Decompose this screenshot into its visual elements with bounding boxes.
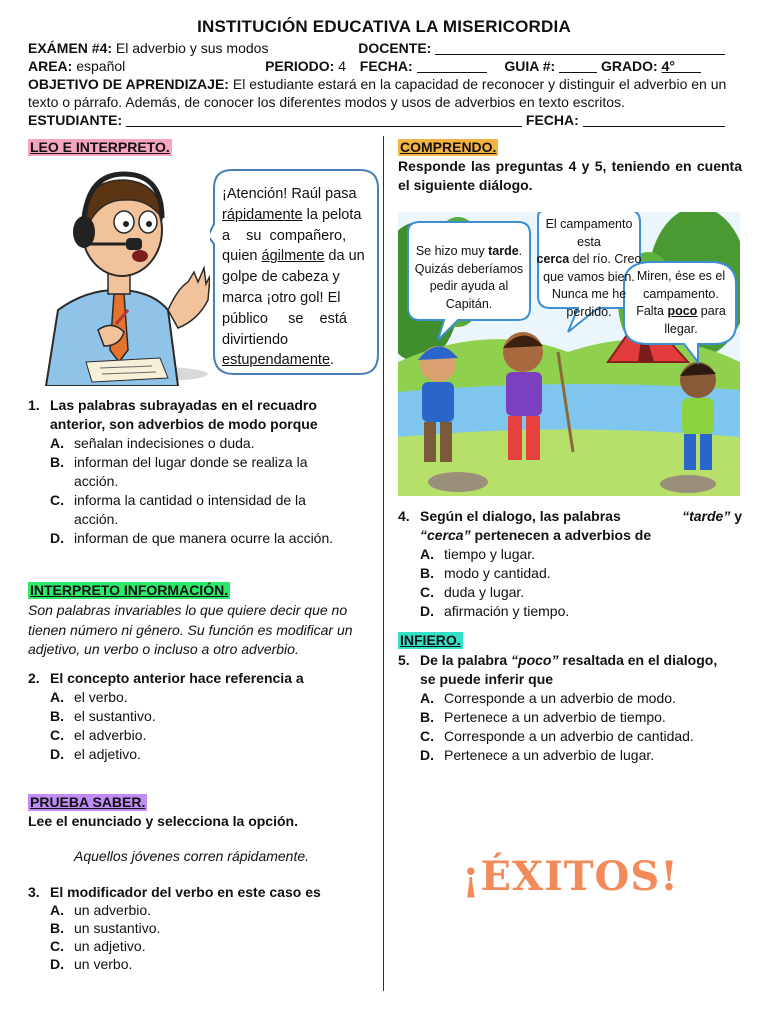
q5-l1a: De la palabra [420,652,512,668]
option-letter: B. [50,454,64,470]
question-5-line-2: se puede inferir que [420,671,554,687]
exam-value: El adverbio y sus modos [115,40,269,56]
question-4-line-2 [398,526,742,545]
option-letter: D. [420,603,434,619]
question-number: 5. [398,652,410,668]
area-label: AREA: [28,58,73,74]
answer-option[interactable] [420,746,740,765]
fecha2-blank[interactable] [583,113,725,127]
grado-value: 4° [661,58,675,74]
option-text: el adjetivo. [74,746,141,762]
bubble-1-line-3: pedir ayuda al [429,279,509,293]
question-text: El modificador del verbo en este caso es [50,884,321,900]
option-letter: D. [420,747,434,763]
kid-bubble-3 [626,268,736,338]
option-text: modo y cantidad. [444,565,551,581]
question-2-options [50,688,350,764]
q4-word-tarde: “tarde” [682,508,731,524]
option-letter: B. [420,709,434,725]
option-text: el adverbio. [74,727,147,743]
option-text: el verbo. [74,689,128,705]
highlighted-word-poco: poco [667,304,698,318]
option-letter: C. [50,727,64,743]
guia-blank[interactable] [559,59,597,73]
q5-l1c: resaltada en el dialogo, [558,652,718,668]
bubble-2-line-3: que vamos bien. [543,269,635,284]
fecha-blank[interactable] [417,59,487,73]
docente-blank[interactable] [435,41,725,55]
option-letter: A. [50,435,64,451]
b2-l2b: del río. Creo [569,252,642,266]
bubble1-line-2b: la pelota [302,206,362,223]
bubble-2-line-4: Nunca me he [551,287,627,301]
question-1-options [50,434,350,548]
answer-option[interactable] [420,564,730,583]
question-3-options [50,901,350,973]
option-letter: A. [420,546,434,562]
header-line-student [28,111,742,129]
answer-option[interactable] [50,688,350,707]
option-text: un adjetivo. [74,938,146,954]
question-4-text-1 [420,507,742,526]
option-text: Corresponde a un adverbio de modo. [444,690,676,706]
question-5 [398,651,742,689]
option-letter: A. [50,689,64,705]
section-prueba-saber: PRUEBA SABER. [30,794,146,810]
option-letter: B. [420,565,434,581]
answer-option[interactable] [420,583,730,602]
column-divider [383,136,384,991]
option-text: tiempo y lugar. [444,546,536,562]
q4-word-cerca: “cerca” [420,527,471,543]
bubble-3-line-3 [626,303,736,321]
question-4-options [420,545,730,621]
question-number: 4. [398,508,410,524]
bubble-2-line-5: perdido. [566,304,612,319]
option-text: un verbo. [74,956,133,972]
bubble-1-line-4: Capitán. [445,296,493,311]
highlighted-word-tarde: tarde [488,244,519,258]
option-letter: A. [50,902,64,918]
option-letter: C. [50,938,64,954]
student-label: ESTUDIANTE: [28,112,123,128]
option-letter: C. [420,728,434,744]
q4-l2b: pertenecen a adverbios de [470,527,652,543]
question-3 [28,883,370,902]
underlined-word-agilmente: ágilmente [261,248,325,265]
guia-label: GUIA #: [504,58,556,74]
option-text: el sustantivo. [74,708,156,724]
bubble-3-line-1: Miren, ése es el [636,269,726,283]
bubble-3-line-2: campamento. [643,286,719,301]
bubble1-line-6: marca ¡otro gol! El [222,289,341,306]
answer-option[interactable] [50,919,350,937]
objective-label: OBJETIVO DE APRENDIZAJE: [28,76,229,92]
bubble-1-line-1 [410,243,528,261]
header-line-2 [28,57,742,75]
option-text: Pertenece a un adverbio de lugar. [444,747,655,763]
bubble-1-line-2: Quizás deberíamos [414,261,524,276]
header-line-1 [28,39,742,57]
bubble-2-line-2 [536,251,642,269]
option-text: un sustantivo. [74,920,161,936]
bubble1-line-1: ¡Atención! Raúl pasa [222,186,357,202]
question-number: 3. [28,884,40,900]
section-infiero: INFIERO. [400,632,461,648]
b1-l1c: . [518,244,523,258]
answer-option[interactable] [50,453,350,491]
answer-option[interactable] [50,529,350,548]
question-2 [28,669,370,688]
page-title: INSTITUCIÓN EDUCATIVA LA MISERICORDIA [197,17,571,36]
definition-paragraph: Son palabras invariables lo que quiere decir que no tienen número ni género. Su función es modificar un adjetivo, un verbo o incluso a otro adverbio. [28,602,353,657]
bubble1-line-4 [222,246,370,267]
option-text: un adverbio. [74,902,152,918]
bubble1-line-9 [222,350,370,371]
answer-option[interactable] [420,708,740,727]
answer-option[interactable] [420,727,740,746]
option-text: Pertenece a un adverbio de tiempo. [444,709,666,725]
commentator-illustration [28,160,210,386]
question-text: Las palabras subrayadas en el recuadro anterior, son adverbios de modo porque [50,397,318,432]
periodo-value: 4 [338,58,346,74]
b3-l3a: Falta [636,304,668,318]
question-text: El concepto anterior hace referencia a [50,670,304,686]
section-interpreto-informacion: INTERPRETO INFORMACIÓN. [30,582,229,598]
option-text: Corresponde a un adverbio de cantidad. [444,728,694,744]
option-letter: D. [50,746,64,762]
question-1 [28,396,370,434]
underlined-word-rapidamente: rápidamente [222,206,303,223]
section-leo-e-interpreto: LEO E INTERPRETO. [30,139,170,155]
option-text: duda y lugar. [444,584,525,600]
answer-option[interactable] [50,937,350,955]
option-text: señalan indecisiones o duda. [74,435,255,451]
answer-option[interactable] [50,901,350,919]
answer-option[interactable] [420,545,730,564]
answer-option[interactable] [50,726,350,745]
kid-bubble-1 [410,243,528,313]
answer-option[interactable] [50,707,350,726]
answer-option[interactable] [420,602,730,621]
question-number: 1. [28,397,40,413]
option-letter: C. [420,584,434,600]
answer-option[interactable] [50,434,350,453]
answer-option[interactable] [50,955,350,973]
answer-option[interactable] [50,745,350,764]
objective [28,75,742,111]
answer-option[interactable] [50,491,350,529]
closing-message: ¡ÉXITOS! [462,853,679,900]
option-letter: C. [50,492,64,508]
question-4-line-1 [398,507,742,526]
option-letter: A. [420,690,434,706]
option-letter: B. [50,708,64,724]
answer-option[interactable] [420,689,740,708]
bubble1-line-3: a su compañero, [222,227,347,244]
option-letter: B. [50,920,64,936]
bubble-3-line-4: llegar. [664,321,698,336]
bubble1-line-4a: quien [222,248,262,265]
instruction: Lee el enunciado y selecciona la opción. [28,813,298,829]
question-number: 2. [28,670,40,686]
exam-label: EXÁMEN #4: [28,40,113,56]
bubble1-line-9b: . [330,352,335,369]
section-comprendo: COMPRENDO. [400,139,497,155]
bubble1-line-2 [222,205,370,226]
fecha-label: FECHA: [359,58,413,74]
option-letter: D. [50,956,64,972]
q4-l1a: Según el dialogo, las palabras [420,508,621,524]
b3-l3c: para [697,304,726,318]
question-5-text-1 [420,651,717,670]
q5-word-poco: “poco” [511,652,559,668]
bubble1-line-8: divirtiendo [222,331,289,348]
grado-blank [675,59,701,73]
bubble1-line-7: público se está [222,310,347,327]
option-text: afirmación y tiempo. [444,603,570,619]
underlined-word-estupendamente: estupendamente [222,352,331,369]
question-4 [398,507,742,545]
option-text: informan de que manera ocurre la acción. [74,530,334,546]
highlighted-word-cerca: cerca [536,252,570,266]
q4-l1c: y [730,508,742,524]
docente-label: DOCENTE: [358,40,432,56]
sample-sentence: Aquellos jóvenes corren rápidamente. [74,848,310,864]
comprendo-intro: Responde las preguntas 4 y 5, teniendo en cuenta el siguiente diálogo. [398,158,742,193]
area-value: español [76,58,126,74]
student-blank[interactable] [126,113,522,127]
question-5-options [420,689,740,765]
objective-text: El estudiante estará en la capacidad de reconocer y distinguir el adverbio en un texto o párrafo. Además, de conocer los diferentes modos y usos de adverbios en texto escritos. [28,76,727,110]
periodo-label: PERIODO: [265,58,335,74]
b1-l1a: Se hizo muy [415,244,489,258]
question-5-line-1 [398,651,742,670]
option-text: informan del lugar donde se realiza la acción. [74,454,308,489]
bubble-2-line-1: El campamento esta [545,217,633,249]
bubble1-line-4c: da un [324,248,365,265]
bubble1-line-5: golpe de cabeza y [222,269,340,286]
option-letter: D. [50,530,64,546]
option-text: informa la cantidad o intensidad de la acción. [74,492,306,527]
grado-label: GRADO: [600,58,658,74]
speech-bubble [210,164,382,390]
children-camping-illustration [398,212,740,496]
fecha2-label: FECHA: [525,112,579,128]
